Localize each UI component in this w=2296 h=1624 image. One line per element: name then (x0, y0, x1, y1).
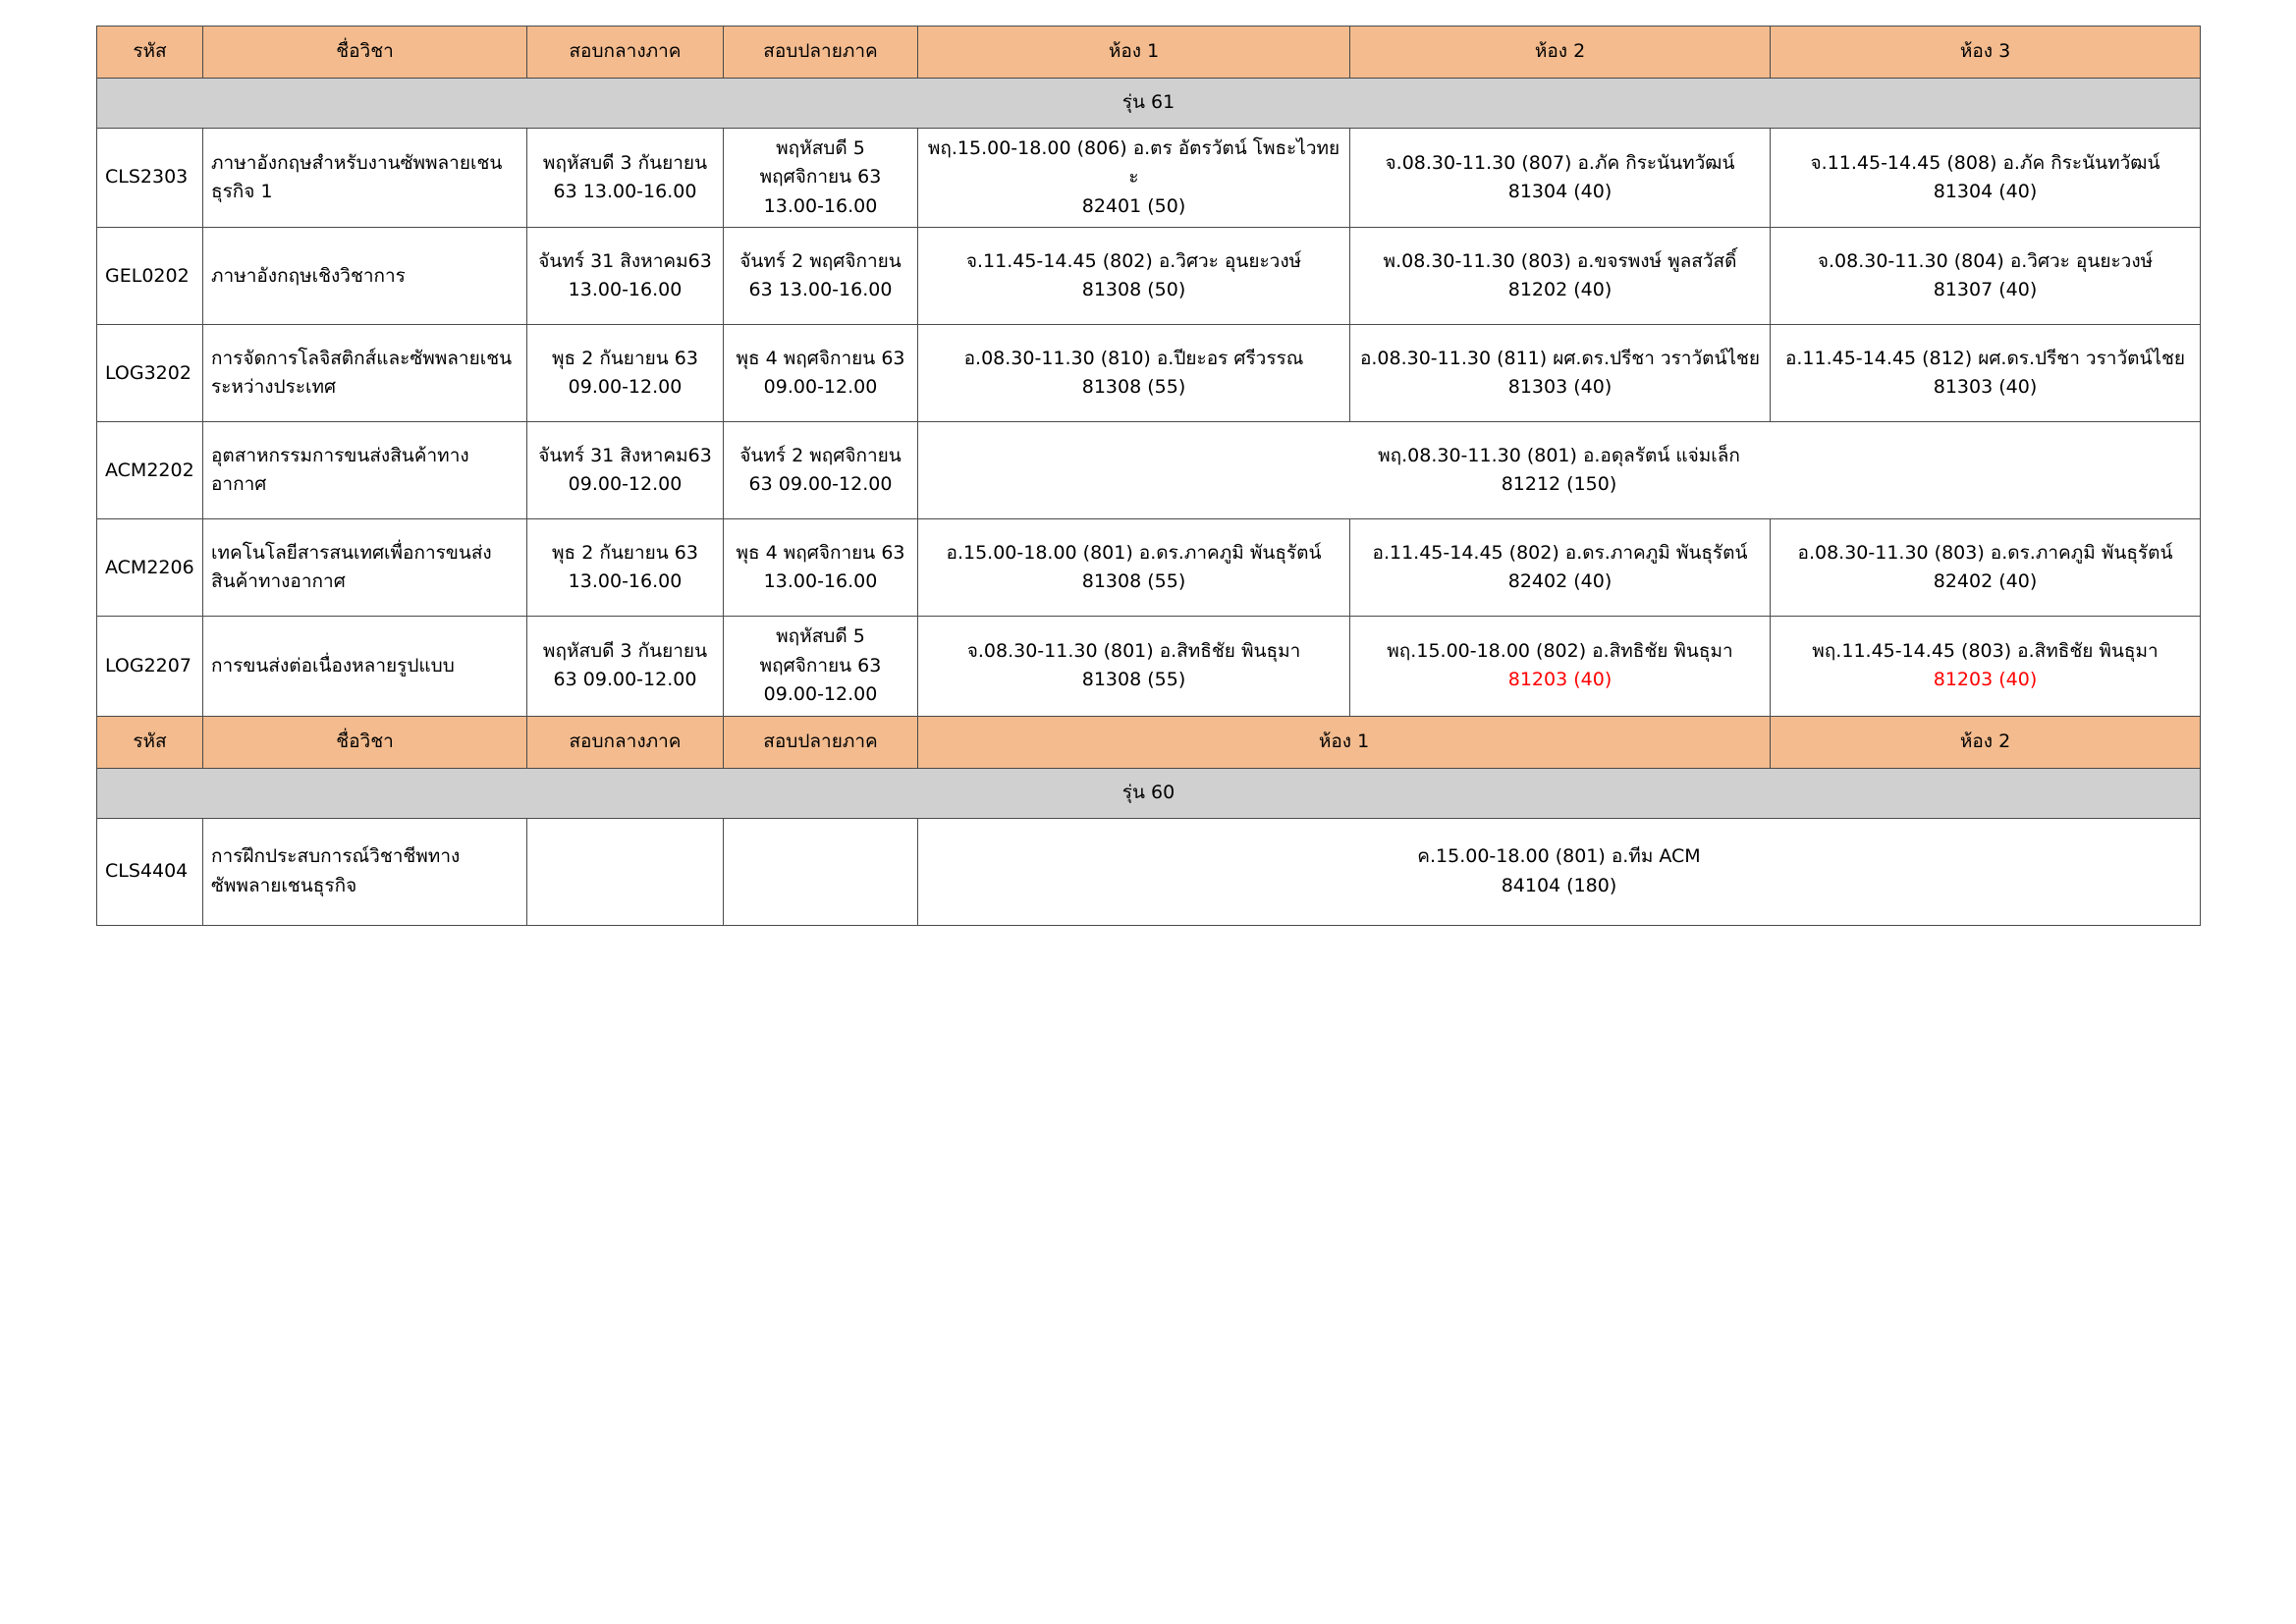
cell-room-2 (1350, 325, 1771, 422)
cell-subject-name: ภาษาอังกฤษสำหรับงานซัพพลายเชนธุรกิจ 1 (203, 129, 527, 228)
room-3-code: 81303 (40) (1933, 376, 2038, 399)
midterm-time: 09.00-12.00 (568, 376, 683, 399)
cell-midterm (527, 617, 724, 716)
cell-code: LOG2207 (97, 617, 203, 716)
room-3-detail: อ.11.45-14.45 (812) ผศ.ดร.ปรีชา วราวัตน์ไชย (1784, 347, 2186, 369)
header-code: รหัส (97, 27, 203, 79)
final-date: จันทร์ 2 พฤศจิกายน 63 (739, 444, 902, 496)
cell-room-1 (918, 519, 1350, 617)
header-midterm: สอบกลางภาค (527, 27, 724, 79)
room-1-detail: จ.11.45-14.45 (802) อ.วิศวะ อุนยะวงษ์ (965, 249, 1302, 272)
table-row (97, 228, 2201, 325)
room-merged-code: 81212 (150) (1501, 473, 1617, 496)
final-date: พฤหัสบดี 5 พฤศจิกายน 63 (759, 625, 882, 677)
cell-room-1 (918, 228, 1350, 325)
midterm-date: พฤหัสบดี 3 กันยายน 63 (542, 640, 708, 691)
group-label-60: รุ่น 60 (97, 768, 2201, 818)
room-3-detail: จ.08.30-11.30 (804) อ.วิศวะ อุนยะวงษ์ (1817, 249, 2154, 272)
table-row (97, 325, 2201, 422)
final-time: 13.00-16.00 (763, 570, 878, 593)
cell-room-1 (918, 325, 1350, 422)
table-header-row (97, 27, 2201, 79)
room-2-detail: จ.08.30-11.30 (807) อ.ภัค กิระนันทวัฒน์ (1385, 151, 1735, 174)
room-1-code: 81308 (50) (1081, 279, 1186, 301)
room-1-detail: จ.08.30-11.30 (801) อ.สิทธิชัย พินธุมา (966, 640, 1301, 663)
cell-room-3 (1771, 617, 2201, 716)
header-room-2: ห้อง 2 (1350, 27, 1771, 79)
cell-subject-name: อุตสาหกรรมการขนส่งสินค้าทางอากาศ (203, 422, 527, 519)
room-2-detail: อ.11.45-14.45 (802) อ.ดร.ภาคภูมิ พันธุรัตน์ (1372, 541, 1748, 564)
midterm-date: จันทร์ 31 สิงหาคม63 (538, 249, 712, 272)
header-final: สอบปลายภาค (724, 27, 918, 79)
table-row (97, 129, 2201, 228)
cell-subject-name: เทคโนโลยีสารสนเทศเพื่อการขนส่งสินค้าทางอากาศ (203, 519, 527, 617)
header-code-2: รหัส (97, 716, 203, 768)
cell-room-2 (1350, 519, 1771, 617)
cell-final (724, 519, 918, 617)
room-1-code: 81308 (55) (1081, 669, 1186, 691)
final-time: 09.00-12.00 (763, 376, 878, 399)
header-midterm-2: สอบกลางภาค (527, 716, 724, 768)
header-subject-name-2: ชื่อวิชา (203, 716, 527, 768)
final-date: พุธ 4 พฤศจิกายน 63 (736, 347, 905, 369)
header-room-1: ห้อง 1 (918, 27, 1350, 79)
midterm-date: พุธ 2 กันยายน 63 (552, 541, 698, 564)
cell-final (724, 818, 918, 925)
midterm-time: 13.00-16.00 (568, 279, 683, 301)
cell-room-merged (918, 818, 2201, 925)
cell-subject-name: การจัดการโลจิสติกส์และซัพพลายเชนระหว่างประเทศ (203, 325, 527, 422)
room-merged-detail: พฤ.08.30-11.30 (801) อ.อดุลรัตน์ แจ่มเล็ก (1378, 444, 1740, 466)
cell-subject-name: การขนส่งต่อเนื่องหลายรูปแบบ (203, 617, 527, 716)
final-date: พฤหัสบดี 5 พฤศจิกายน 63 (759, 137, 882, 189)
cell-room-3 (1771, 228, 2201, 325)
room-2-code: 81304 (40) (1507, 181, 1613, 203)
room-merged-detail: ค.15.00-18.00 (801) อ.ทีม ACM (1417, 845, 1701, 868)
room-2-detail: พฤ.15.00-18.00 (802) อ.สิทธิชัย พินธุมา (1387, 640, 1733, 663)
cell-midterm (527, 519, 724, 617)
final-date: พุธ 4 พฤศจิกายน 63 (736, 541, 905, 564)
cell-final (724, 325, 918, 422)
header-final-2: สอบปลายภาค (724, 716, 918, 768)
final-date: จันทร์ 2 พฤศจิกายน 63 (739, 249, 902, 301)
cell-final (724, 422, 918, 519)
table-row (97, 818, 2201, 925)
cell-midterm (527, 129, 724, 228)
room-3-detail: อ.08.30-11.30 (803) อ.ดร.ภาคภูมิ พันธุรัตน์ (1797, 541, 2173, 564)
header-room-3: ห้อง 3 (1771, 27, 2201, 79)
room-3-code: 81304 (40) (1933, 181, 2038, 203)
cell-midterm (527, 422, 724, 519)
header-room-2-2: ห้อง 2 (1771, 716, 2201, 768)
cell-code: ACM2206 (97, 519, 203, 617)
room-2-detail: อ.08.30-11.30 (811) ผศ.ดร.ปรีชา วราวัตน์ไชย (1359, 347, 1761, 369)
group-row-61 (97, 79, 2201, 129)
cell-code: ACM2202 (97, 422, 203, 519)
room-2-code: 81303 (40) (1507, 376, 1613, 399)
room-3-detail: พฤ.11.45-14.45 (803) อ.สิทธิชัย พินธุมา (1812, 640, 2159, 663)
cell-room-2 (1350, 617, 1771, 716)
final-time: 09.00-12.00 (763, 683, 878, 706)
cell-code: CLS4404 (97, 818, 203, 925)
midterm-time: 09.00-12.00 (568, 473, 683, 496)
room-2-code: 82402 (40) (1507, 570, 1613, 593)
cell-code: LOG3202 (97, 325, 203, 422)
room-3-detail: จ.11.45-14.45 (808) อ.ภัค กิระนันทวัฒน์ (1810, 151, 2160, 174)
cell-midterm (527, 818, 724, 925)
final-time: 13.00-16.00 (778, 279, 893, 301)
cell-room-2 (1350, 228, 1771, 325)
room-merged-code: 84104 (180) (1501, 874, 1617, 896)
cell-final (724, 129, 918, 228)
final-time: 13.00-16.00 (763, 194, 878, 217)
cell-final (724, 228, 918, 325)
room-2-detail: พ.08.30-11.30 (803) อ.ขจรพงษ์ พูลสวัสดิ์ (1383, 249, 1737, 272)
cell-room-merged (918, 422, 2201, 519)
midterm-time: 09.00-12.00 (582, 669, 697, 691)
cell-room-2 (1350, 129, 1771, 228)
cell-room-3 (1771, 325, 2201, 422)
table-row (97, 519, 2201, 617)
room-1-detail: อ.08.30-11.30 (810) อ.ปียะอร ศรีวรรณ (963, 347, 1304, 369)
midterm-time: 13.00-16.00 (568, 570, 683, 593)
final-time: 09.00-12.00 (778, 473, 893, 496)
cell-midterm (527, 228, 724, 325)
header-room-1-2: ห้อง 1 (918, 716, 1771, 768)
midterm-time: 13.00-16.00 (582, 181, 697, 203)
group-row-60 (97, 768, 2201, 818)
table-row (97, 422, 2201, 519)
room-1-code: 82401 (50) (1081, 194, 1186, 217)
room-2-code: 81202 (40) (1507, 279, 1613, 301)
cell-final (724, 617, 918, 716)
cell-subject-name: ภาษาอังกฤษเชิงวิชาการ (203, 228, 527, 325)
header-subject-name: ชื่อวิชา (203, 27, 527, 79)
midterm-date: พุธ 2 กันยายน 63 (552, 347, 698, 369)
room-1-code: 81308 (55) (1081, 570, 1186, 593)
room-3-code: 81307 (40) (1933, 279, 2038, 301)
room-1-detail: พฤ.15.00-18.00 (806) อ.ตร อัตรวัตน์ โพธะไวทยะ (927, 137, 1340, 189)
room-3-code: 81203 (40) (1933, 669, 2038, 691)
cell-room-3 (1771, 129, 2201, 228)
table-header-row-secondary (97, 716, 2201, 768)
exam-schedule-table (96, 26, 2201, 926)
cell-code: GEL0202 (97, 228, 203, 325)
cell-subject-name: การฝึกประสบการณ์วิชาชีพทางซัพพลายเชนธุรกิจ (203, 818, 527, 925)
cell-room-1 (918, 617, 1350, 716)
room-1-detail: อ.15.00-18.00 (801) อ.ดร.ภาคภูมิ พันธุรัตน์ (946, 541, 1322, 564)
midterm-date: จันทร์ 31 สิงหาคม63 (538, 444, 712, 466)
cell-room-3 (1771, 519, 2201, 617)
table-row (97, 617, 2201, 716)
cell-midterm (527, 325, 724, 422)
room-1-code: 81308 (55) (1081, 376, 1186, 399)
cell-code: CLS2303 (97, 129, 203, 228)
cell-room-1 (918, 129, 1350, 228)
midterm-date: พฤหัสบดี 3 กันยายน 63 (542, 151, 708, 203)
group-label-61: รุ่น 61 (97, 79, 2201, 129)
room-3-code: 82402 (40) (1933, 570, 2038, 593)
room-2-code: 81203 (40) (1507, 669, 1613, 691)
